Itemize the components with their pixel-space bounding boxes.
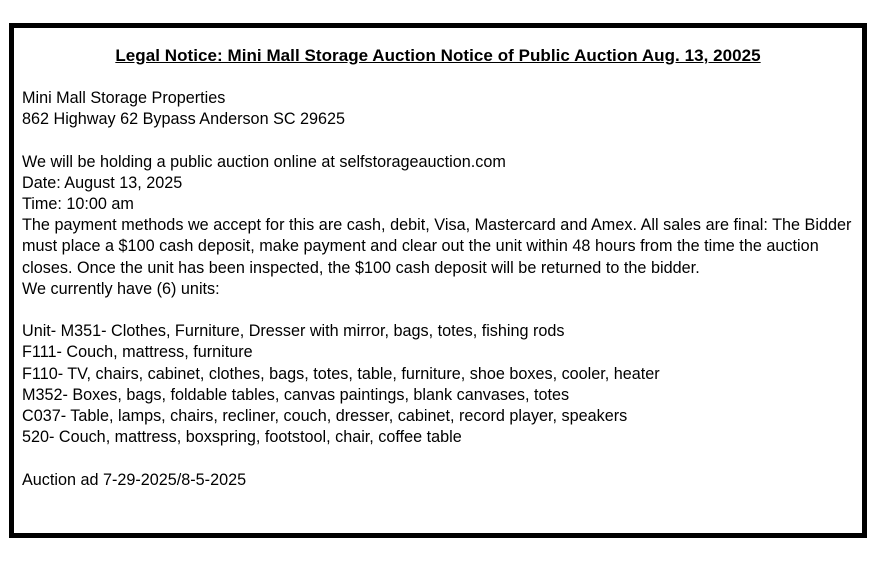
unit-item: C037- Table, lamps, chairs, recliner, couch, dresser, cabinet, record player, speakers (22, 407, 628, 426)
unit-item: F110- TV, chairs, cabinet, clothes, bags, totes, table, furniture, shoe boxes, cooler, heater (22, 364, 660, 383)
legal-notice (9, 23, 867, 538)
spacer (22, 130, 860, 151)
auction-date: Date: August 13, 2025 (22, 173, 183, 192)
auction-ad-dates: Auction ad 7-29-2025/8-5-2025 (22, 470, 247, 489)
company-address: 862 Highway 62 Bypass Anderson SC 29625 (22, 110, 346, 129)
spacer (22, 300, 860, 321)
payment-terms: The payment methods we accept for this are cash, debit, Visa, Mastercard and Amex. All sales are final: The Bidder must place a $100 cash deposit, make payment and clear out the unit within 48 hours from the time the auction closes. Once the unit has been inspected, the $100 cash deposit will be returned to the bidder. (22, 216, 852, 277)
spacer (22, 448, 860, 469)
company-name: Mini Mall Storage Properties (22, 89, 226, 107)
notice-title: Legal Notice: Mini Mall Storage Auction Notice of Public Auction Aug. 13, 20025 (115, 46, 761, 65)
unit-item: M352- Boxes, bags, foldable tables, canvas paintings, blank canvases, totes (22, 385, 570, 404)
unit-item: 520- Couch, mattress, boxspring, footstool, chair, coffee table (22, 428, 462, 447)
unit-item: Unit- M351- Clothes, Furniture, Dresser with mirror, bags, totes, fishing rods (22, 322, 565, 341)
auction-intro: We will be holding a public auction online at selfstorageauction.com (22, 152, 506, 171)
units-intro: We currently have (6) units: (22, 279, 220, 298)
notice-body (22, 88, 860, 491)
auction-time: Time: 10:00 am (22, 195, 134, 213)
unit-item: F111- Couch, mattress, furniture (22, 343, 253, 362)
